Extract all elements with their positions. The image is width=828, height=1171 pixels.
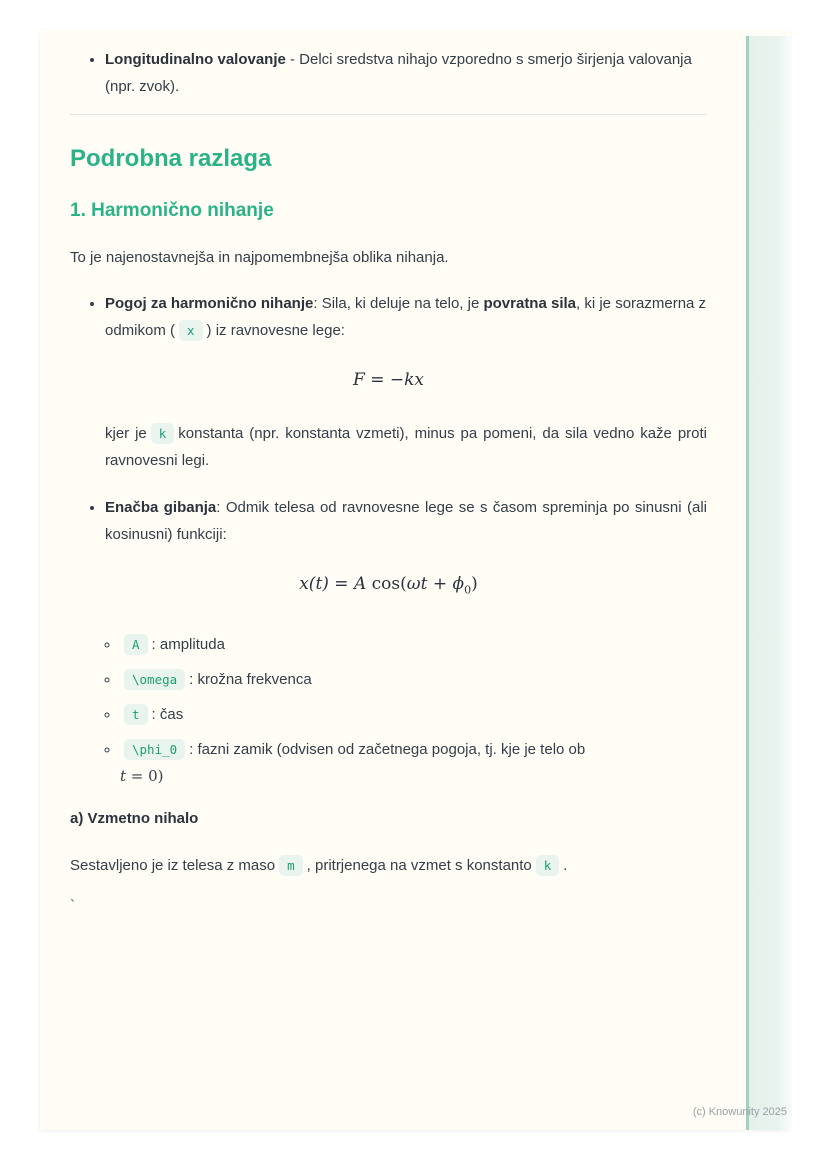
- term-equation: Enačba gibanja: [105, 499, 217, 516]
- stray-backtick: `: [70, 897, 75, 915]
- section-title: Podrobna razlaga: [70, 145, 272, 172]
- condition-list: [70, 290, 707, 344]
- longitudinal-description: - Delci sredstva nihajo vzporedno s smerjo širjenja valovanja (npr. zvok).: [105, 51, 692, 95]
- list-item-amplitude: [120, 631, 707, 658]
- formula-force-eq: = −: [364, 370, 405, 390]
- formula-motion-phi-sub: 0: [464, 583, 472, 597]
- code-badge-m: m: [279, 855, 303, 876]
- formula-motion-phi: ϕ: [452, 574, 465, 594]
- list-item-condition: [105, 290, 707, 344]
- code-badge-x: x: [179, 320, 203, 341]
- list-item-time: [120, 701, 707, 728]
- code-badge-omega: \omega: [124, 669, 185, 690]
- condition-text-c: ) iz ravnovesne lege:: [206, 322, 345, 339]
- definition-phase-b: = 0): [126, 767, 164, 786]
- definition-phase: : fazni zamik (odvisen od začetnega pogoja, tj. kje je telo ob: [189, 741, 586, 759]
- formula-motion-eq: =: [328, 574, 354, 594]
- condition-text-b: , ki je sorazmerna z odmikom (: [105, 295, 707, 339]
- formula-motion: [70, 571, 707, 603]
- list-item-longitudinal: [105, 46, 707, 100]
- code-badge-A: A: [124, 634, 148, 655]
- formula-force-rhs: kx: [404, 370, 424, 390]
- phase-math-var: t: [120, 767, 127, 786]
- list-item-equation: [105, 494, 707, 548]
- term-condition: Pogoj za harmonično nihanje: [105, 295, 314, 312]
- code-badge-t: t: [124, 704, 148, 725]
- lead-paragraph: To je najenostavnejša in najpomembnejša oblika nihanja.: [70, 249, 449, 266]
- equation-list: [70, 494, 707, 548]
- condition-text-a: : Sila, ki deluje na telo, je: [313, 295, 484, 312]
- formula-motion-arg: ωt: [406, 574, 428, 594]
- formula-motion-lhs: x(t): [299, 574, 329, 594]
- note-text-b: konstanta (npr. konstanta vzmeti), minus pa pomeni, da sila vedno kaže proti ravnovesni legi.: [105, 425, 707, 469]
- equation-text: : Odmik telesa od ravnovesne lege se s časom spreminja po sinusni (ali kosinusni) funkciji:: [105, 499, 707, 543]
- note-text-a: kjer je: [105, 425, 147, 442]
- term-longitudinal: Longitudinalno valovanje: [105, 51, 286, 68]
- page-card: [40, 30, 790, 1130]
- subsection-title: 1. Harmonično nihanje: [70, 200, 274, 221]
- definition-time: : čas: [151, 706, 184, 724]
- code-badge-k2: k: [536, 855, 560, 876]
- formula-motion-plus: +: [427, 574, 453, 594]
- formula-motion-close: ): [471, 574, 478, 594]
- wave-types-list: [70, 46, 707, 100]
- term-restoring-force: povratna sila: [483, 295, 577, 312]
- code-badge-phi0: \phi_0: [124, 739, 185, 760]
- formula-force: [70, 367, 707, 394]
- spring-paragraph: [70, 852, 707, 879]
- symbol-definitions-list: [85, 631, 707, 790]
- section-divider: [70, 114, 707, 115]
- list-item-omega: [120, 666, 707, 693]
- spring-text-a: Sestavljeno je iz telesa z maso: [70, 857, 276, 875]
- force-note: [105, 420, 707, 474]
- code-badge-k: k: [151, 423, 175, 444]
- formula-motion-cos: cos(: [366, 574, 407, 594]
- definition-omega: : krožna frekvenca: [189, 671, 312, 689]
- copyright-footer: (c) Knowunity 2025: [692, 1106, 787, 1118]
- spring-text-b: , pritrjenega na vzmet s konstanto: [306, 857, 532, 875]
- accent-bar: [746, 36, 790, 1130]
- formula-force-lhs: F: [353, 370, 365, 390]
- list-item-phase: [120, 736, 707, 790]
- spring-pendulum-heading: a) Vzmetno nihalo: [70, 810, 199, 828]
- formula-motion-amplitude: A: [353, 574, 367, 594]
- document-content: [70, 30, 707, 919]
- spring-text-c: .: [563, 857, 568, 875]
- definition-amplitude: : amplituda: [151, 636, 225, 654]
